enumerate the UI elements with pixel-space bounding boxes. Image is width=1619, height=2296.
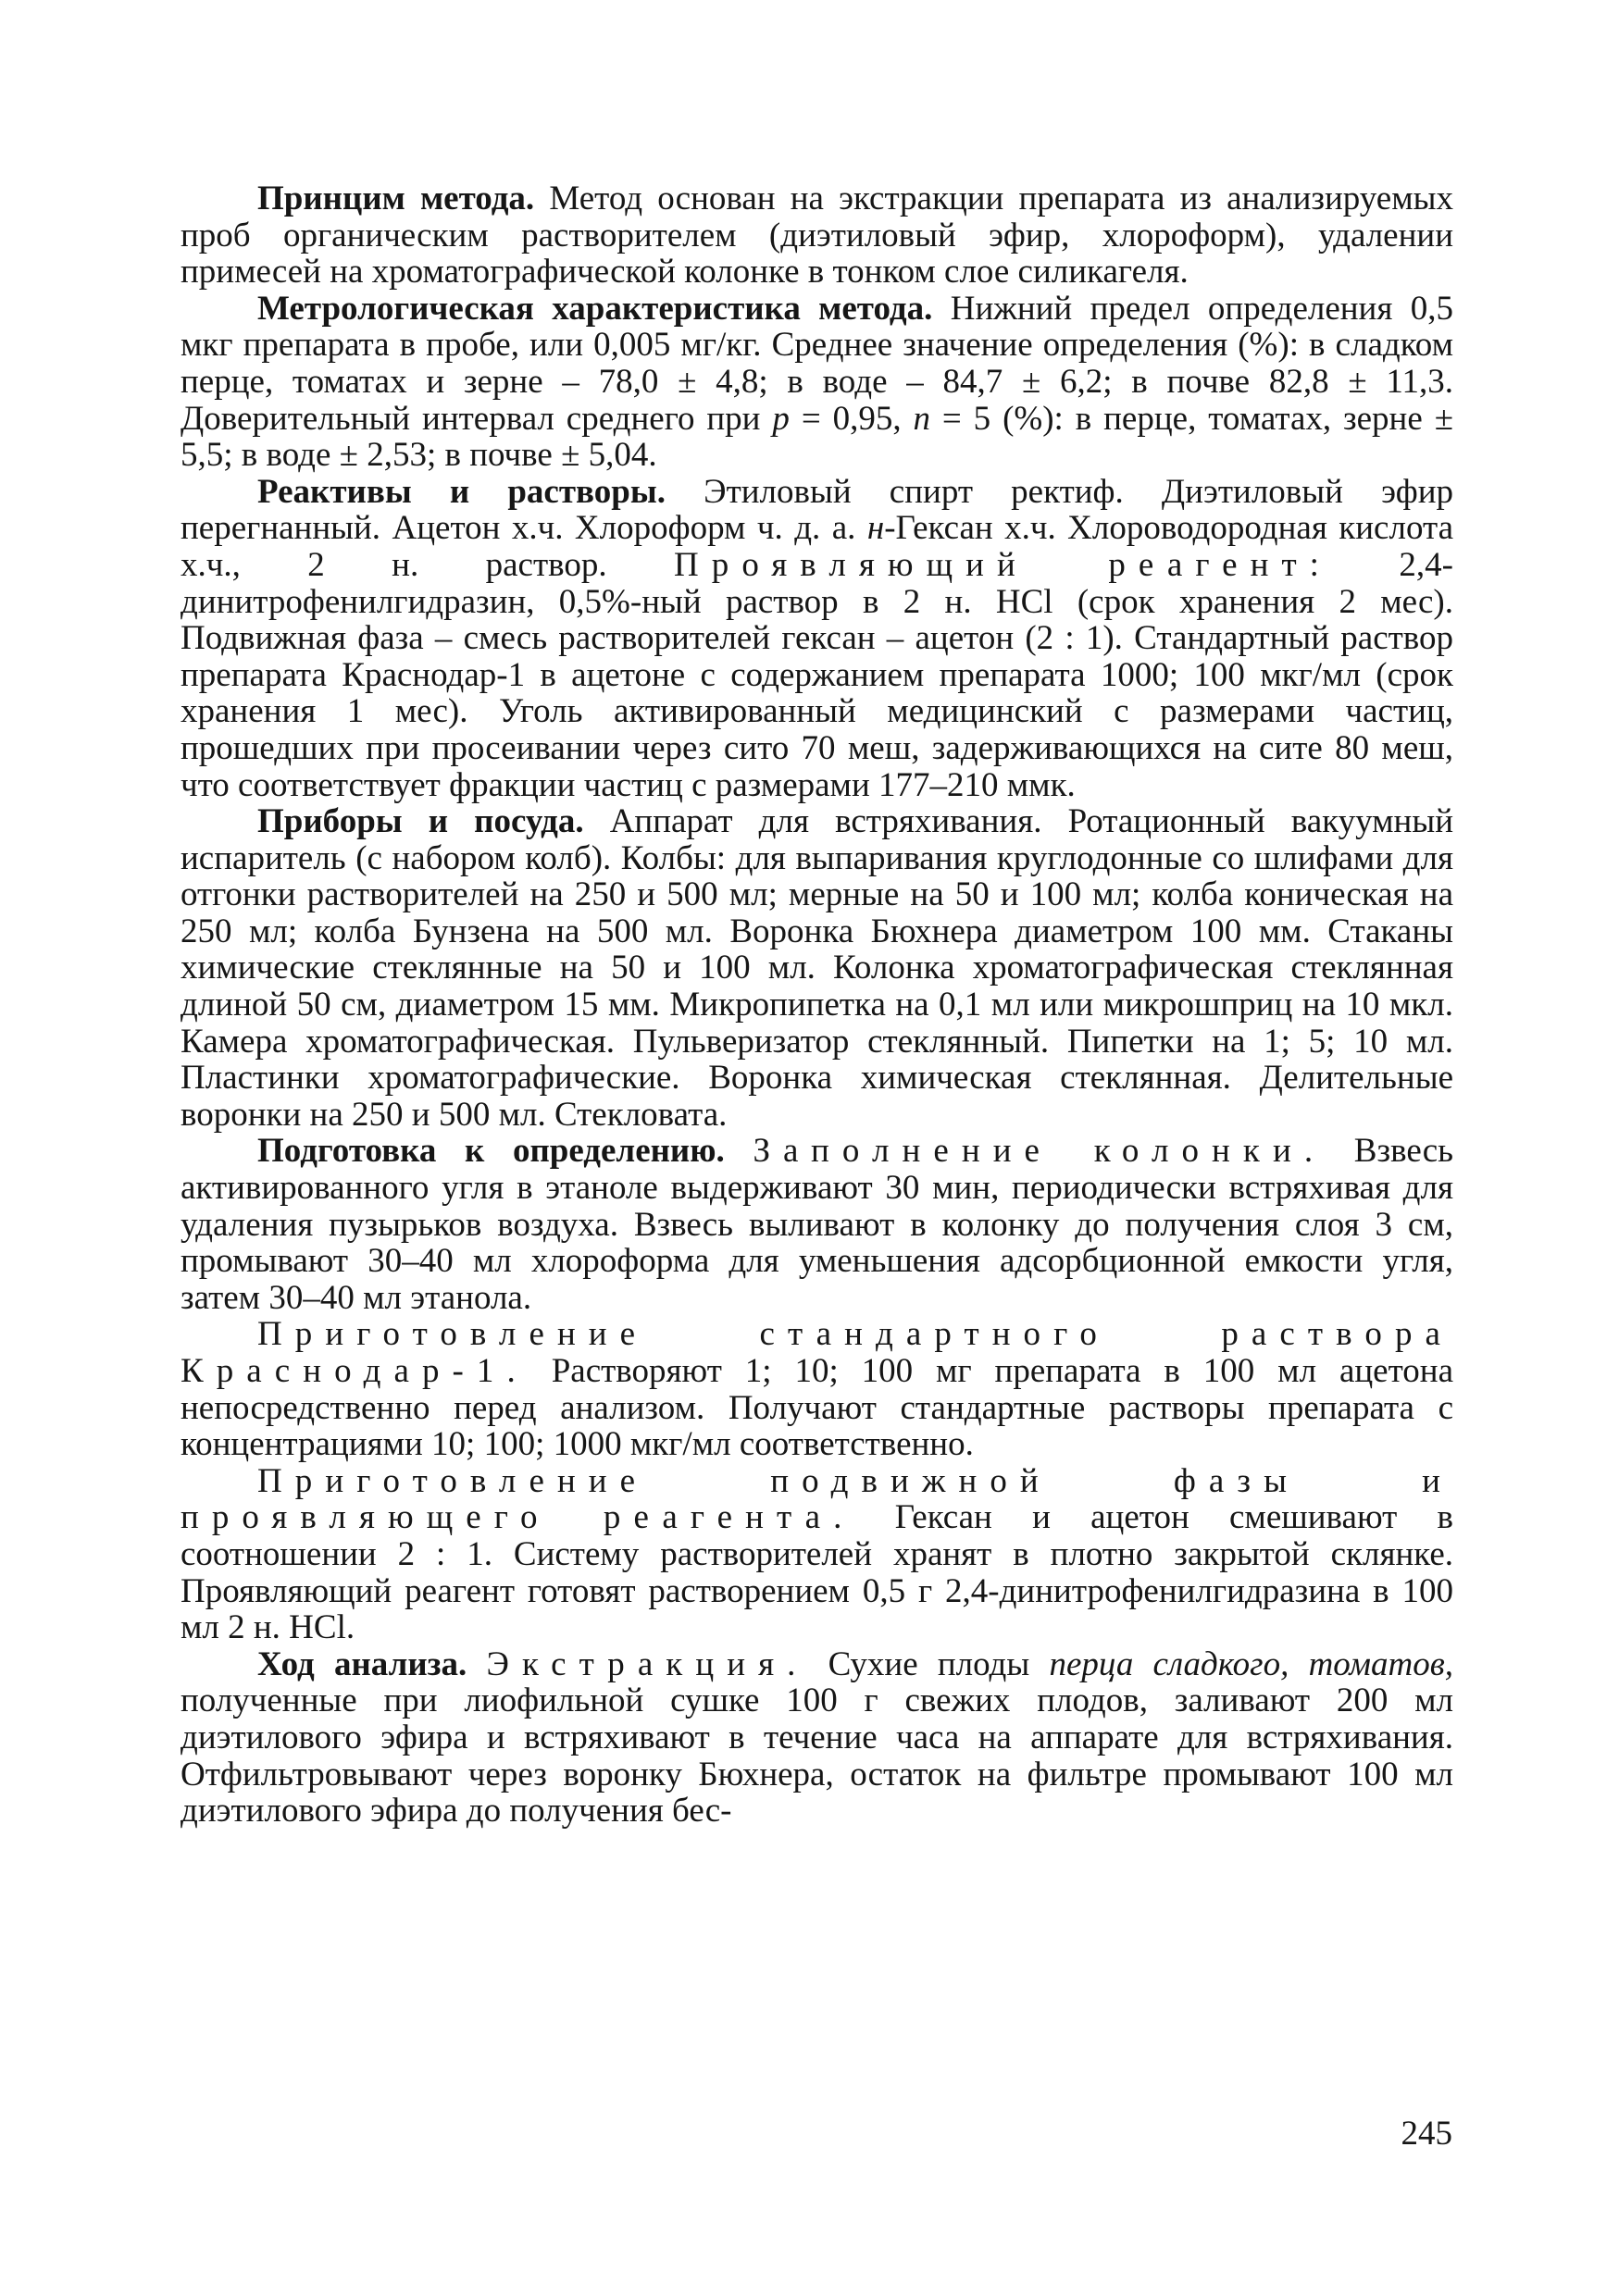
heading-reagents: Реактивы и растворы. (257, 472, 666, 511)
paragraph-reagents (181, 474, 1453, 803)
text-reagents-1: Этиловый спирт ректиф. Диэтиловый эфир перегнанный. Ацетон х.ч. Хлороформ ч. д. а. (181, 472, 1454, 548)
main-text (181, 180, 1453, 1830)
spaced-mobile-phase: Приготовление подвижной фазы и проявляющего реагента. (181, 1461, 1453, 1537)
n-prefix: н (866, 509, 885, 548)
paragraph-mobile-phase (181, 1463, 1453, 1646)
text-equipment: Аппарат для встряхивания. Ротационный вакуумный испаритель (с набором колб). Колбы: для выпаривания круглодонные со шлифами для отгонки растворителей на 250 и 500 мл; мерные на 50 и 100 мл; колба коническая на 250 мл; колба Бунзена на 500 мл. Воронка Бюхнера диаметром 100 мм. Стаканы химические стеклянные на 50 и 100 мл. Колонка хроматографическая стеклянная длиной 50 см, диаметром 15 мм. Микропипетка на 0,1 мл или микрошприц на 10 мкл. Камера хроматографическая. Пульверизатор стеклянный. Пипетки на 1; 5; 10 мл. Пластинки хроматографические. Воронка химическая стеклянная. Делительные воронки на 250 и 500 мл. Стекловата. (181, 802, 1453, 1134)
var-n: n (913, 399, 930, 438)
text-reagents-3: 2,4-динитрофенилгидразин, 0,5%-ный раствор в 2 н. HCl (срок хранения 2 мес). Подвижная фаза – смесь растворителей гексан – ацетон (2 : 1). Стандартный раствор препарата Краснодар-1 в ацетоне с содержанием препарата 1000; 100 мкг/мл (срок хранения 1 мес). Уголь активированный медицинский с размерами частиц, прошедших при просеивании через сито 70 меш, задерживающихся на сите 80 меш, что соответствует фракции частиц с размерами 177–210 ммк. (181, 545, 1453, 804)
heading-analysis: Ход анализа. (257, 1644, 467, 1683)
paragraph-equipment (181, 803, 1453, 1133)
var-p: p (772, 399, 790, 438)
text-metrology-1: Нижний предел определения 0,5 мкг препарата в пробе, или 0,005 мг/кг. Среднее значение определения (%): в сладком перце, томатах и зерне – 78,0 ± 4,8; в воде – 84,7 ± 6,2; в почве 82,8 ± 11,3. Доверительный интервал среднего при (181, 289, 1453, 438)
spaced-extraction: Экстракция. (486, 1644, 809, 1683)
paragraph-metrology (181, 291, 1453, 474)
text-standard-solution: Растворяют 1; 10; 100 мг препарата в 100 мл ацетона непосредственно перед анализом. Получают стандартные растворы препарата с концентрациями 10; 100; 1000 мкг/мл соответственно. (181, 1352, 1454, 1464)
text-analysis-1: Сухие плоды (828, 1644, 1030, 1683)
spaced-column-filling: Заполнение колонки. (753, 1132, 1326, 1171)
italic-samples: перца сладкого, томатов, (1049, 1644, 1454, 1683)
spaced-standard-solution: Приготовление стандартного раствора Краснодар-1. (181, 1315, 1453, 1390)
heading-preparation: Подготовка к определению. (257, 1132, 725, 1171)
heading-metrology: Метрологическая характеристика метода. (257, 289, 933, 328)
text-metrology-2: = 5 (%): в перце, томатах, зерне ± 5,5; в воде ± 2,53; в почве ± 5,04. (181, 399, 1453, 475)
heading-principle: Принцим метода. (257, 180, 535, 217)
heading-equipment: Приборы и посуда. (257, 802, 584, 841)
spaced-developing-reagent: Проявляющий реагент: (674, 545, 1333, 584)
text-preparation: Взвесь активированного угля в этаноле выдерживают 30 мин, периодически встряхивая для удаления пузырьков воздуха. Взвесь выливают в колонку до получения слоя 3 см, промывают 30–40 мл хлороформа для уменьшения адсорбционной емкости угля, затем 30–40 мл этанола. (181, 1132, 1453, 1317)
page-number: 245 (1401, 2115, 1452, 2153)
text-principle: Метод основан на экстракции препарата из анализируемых проб органическим растворителем (диэтиловый эфир, хлороформ), удалении примесей на хроматографической колонке в тонком слое силикагеля. (181, 180, 1454, 292)
text-reagents-2: -Гексан х.ч. Хлороводородная кислота х.ч., 2 н. раствор. (181, 509, 1453, 584)
paragraph-principle (181, 180, 1453, 291)
text-p-value: = 0,95, (789, 399, 914, 438)
paragraph-analysis (181, 1646, 1453, 1830)
paragraph-preparation (181, 1133, 1453, 1316)
text-mobile-phase: Гексан и ацетон смешивают в соотношении 2 : 1. Систему растворителей хранят в плотно закрытой склянке. Проявляющий реагент готовят растворением 0,5 г 2,4-динитрофенилгидразина в 100 мл 2 н. HCl. (181, 1498, 1453, 1647)
paragraph-standard-solution (181, 1316, 1453, 1462)
text-analysis-2: полученные при лиофильной сушке 100 г свежих плодов, заливают 200 мл диэтилового эфира и встряхивают в течение часа на аппарате для встряхивания. Отфильтровывают через воронку Бюхнера, остаток на фильтре промывают 100 мл диэтилового эфира до получения бес- (181, 1682, 1453, 1831)
